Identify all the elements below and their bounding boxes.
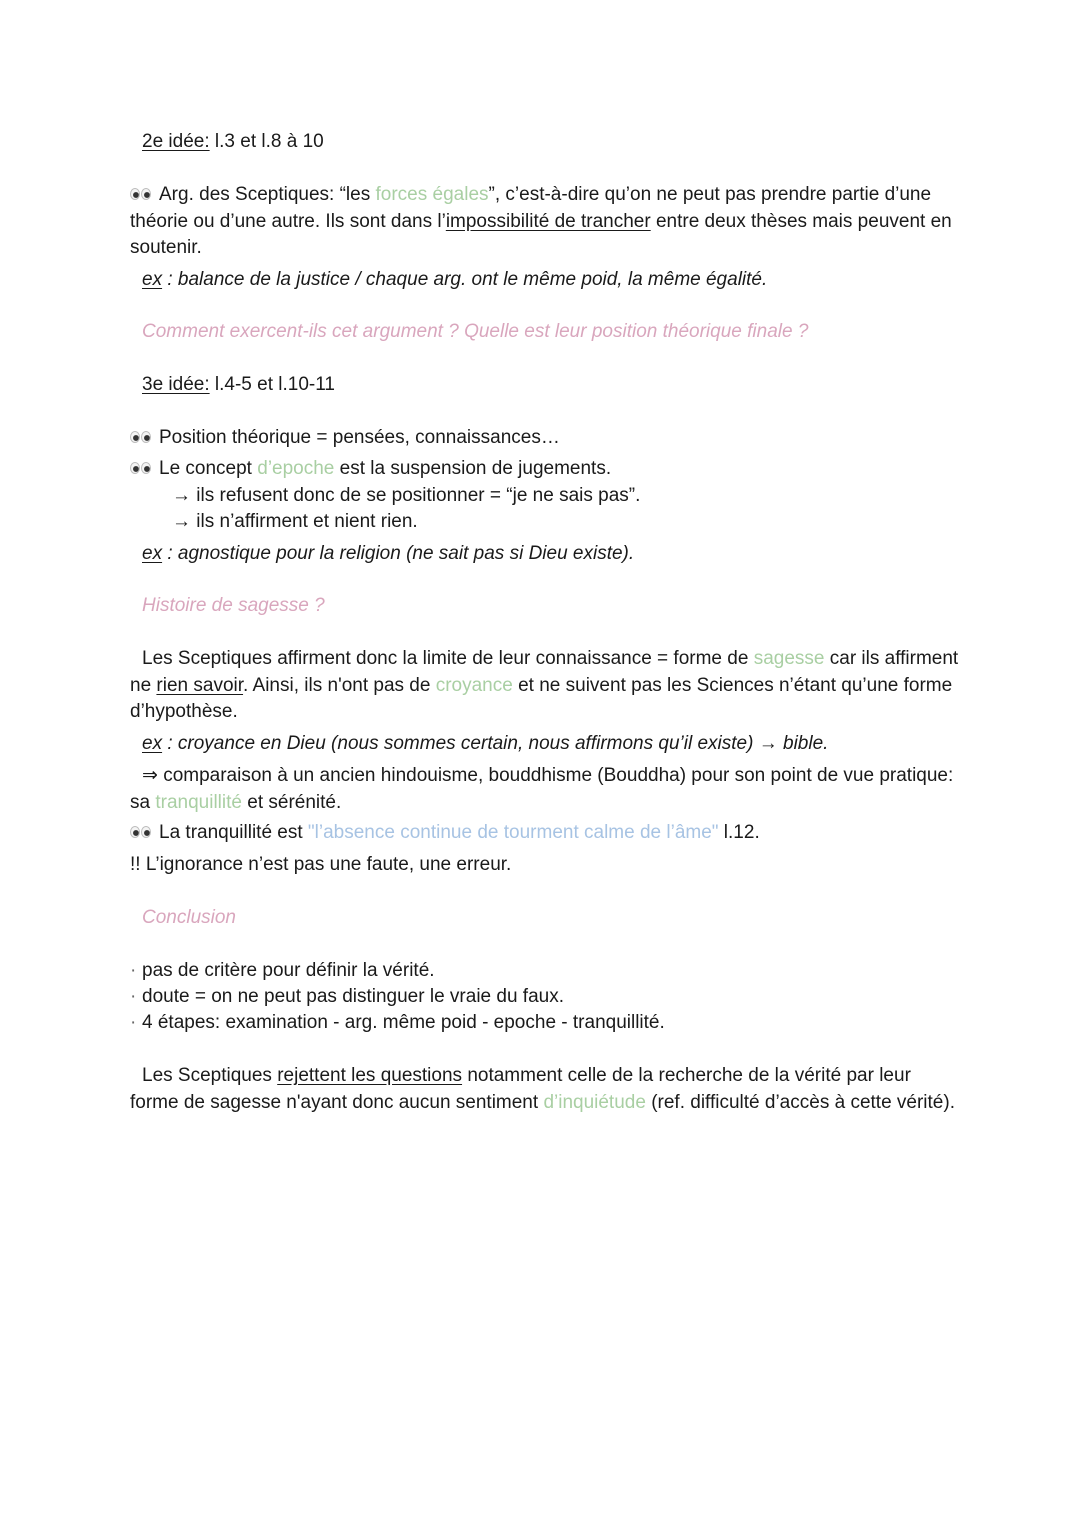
highlight-forces-egales: forces égales	[375, 184, 489, 205]
sagesse-paragraph: Les Sceptiques affirment donc la limite de leur connaissance = forme de sagesse car ils affirment ne rien savoir. Ainsi, ils n'ont pas de croyance et ne suivent pas les Sciences n’étant qu’une forme d’hypothèse.	[130, 648, 959, 722]
highlight-croyance: croyance	[435, 674, 513, 696]
idea-3-arrow-2: → ils n’affirment et nient rien.	[172, 511, 418, 532]
idea-2-ref: l.3 et l.8 à 10	[214, 131, 324, 152]
idea-2-heading-line	[130, 129, 972, 156]
highlight-tranquillite: tranquillité	[155, 791, 242, 813]
sagesse-tranquillity: La tranquillité est "l’absence continue de tourment calme de l’âme" l.12.	[130, 820, 960, 847]
eyes-icon	[130, 461, 154, 475]
quote-tranquillite: "l’absence continue de tourment calme de l’âme"	[307, 822, 719, 843]
sagesse-example: ex : croyance en Dieu (nous sommes certain, nous affirmons qu’il existe) → bible.	[142, 733, 829, 754]
idea-3-line-1: Position théorique = pensées, connaissances…	[130, 425, 960, 452]
underline-impossibilite: impossibilité de trancher	[445, 210, 651, 232]
idea-3-ref: l.4-5 et l.10-11	[214, 374, 335, 395]
conclusion-bullet-1: · pas de critère pour définir la vérité.	[130, 960, 435, 981]
ex-label: ex	[142, 733, 163, 754]
ex-label: ex	[142, 269, 163, 290]
idea-2-example: ex : balance de la justice / chaque arg. ont le même poid, la même égalité.	[142, 269, 768, 290]
idea-3-heading-line	[130, 372, 972, 399]
underline-rejettent: rejettent les questions	[277, 1065, 463, 1086]
highlight-epoche: d’epoche	[257, 458, 335, 479]
ex-label: ex	[142, 543, 163, 564]
conclusion-title: Conclusion	[142, 907, 236, 928]
sagesse-comparison: ⇒ comparaison à un ancien hindouisme, bouddhisme (Bouddha) pour son point de vue pratique: sa tranquillité et sérénité.	[130, 765, 954, 813]
idea-3-example: ex : agnostique pour la religion (ne sait pas si Dieu existe).	[142, 543, 635, 564]
idea-3-question: Histoire de sagesse ?	[142, 595, 325, 616]
idea-3-line-2: Le concept d’epoche est la suspension de jugements.	[130, 456, 960, 483]
conclusion-bullet-2: · doute = on ne peut pas distinguer le vraie du faux.	[130, 986, 564, 1007]
highlight-inquietude: d’inquiétude	[543, 1091, 646, 1113]
eyes-icon	[130, 430, 154, 444]
idea-2-heading: 2e idée:	[142, 131, 210, 152]
underline-rien-savoir: rien savoir	[156, 674, 244, 696]
highlight-sagesse: sagesse	[753, 648, 825, 669]
conclusion-bullet-3: · 4 étapes: examination - arg. même poid - epoche - tranquillité.	[130, 1012, 665, 1033]
sagesse-warning: !! L’ignorance n’est pas une faute, une erreur.	[130, 854, 512, 875]
idea-3-arrow-1: → ils refusent donc de se positionner = “je ne sais pas”.	[172, 485, 641, 506]
conclusion-final: Les Sceptiques rejettent les questions notamment celle de la recherche de la vérité par leur forme de sagesse n'ayant donc aucun sentiment d’inquiétude (ref. difficulté d’accès à cette vérité).	[130, 1065, 955, 1113]
idea-2-question: Comment exercent-ils cet argument ? Quelle est leur position théorique finale ?	[142, 321, 809, 342]
idea-2-paragraph: Arg. des Sceptiques: “les forces égales”, c’est-à-dire qu’on ne peut pas prendre partie d’une théorie ou d’une autre. Ils sont dans l’impossibilité de trancher entre deux thèses mais peuvent en soutenir.	[130, 184, 952, 258]
idea-3-heading: 3e idée:	[142, 374, 210, 395]
eyes-icon	[130, 187, 154, 201]
eyes-icon	[130, 825, 154, 839]
